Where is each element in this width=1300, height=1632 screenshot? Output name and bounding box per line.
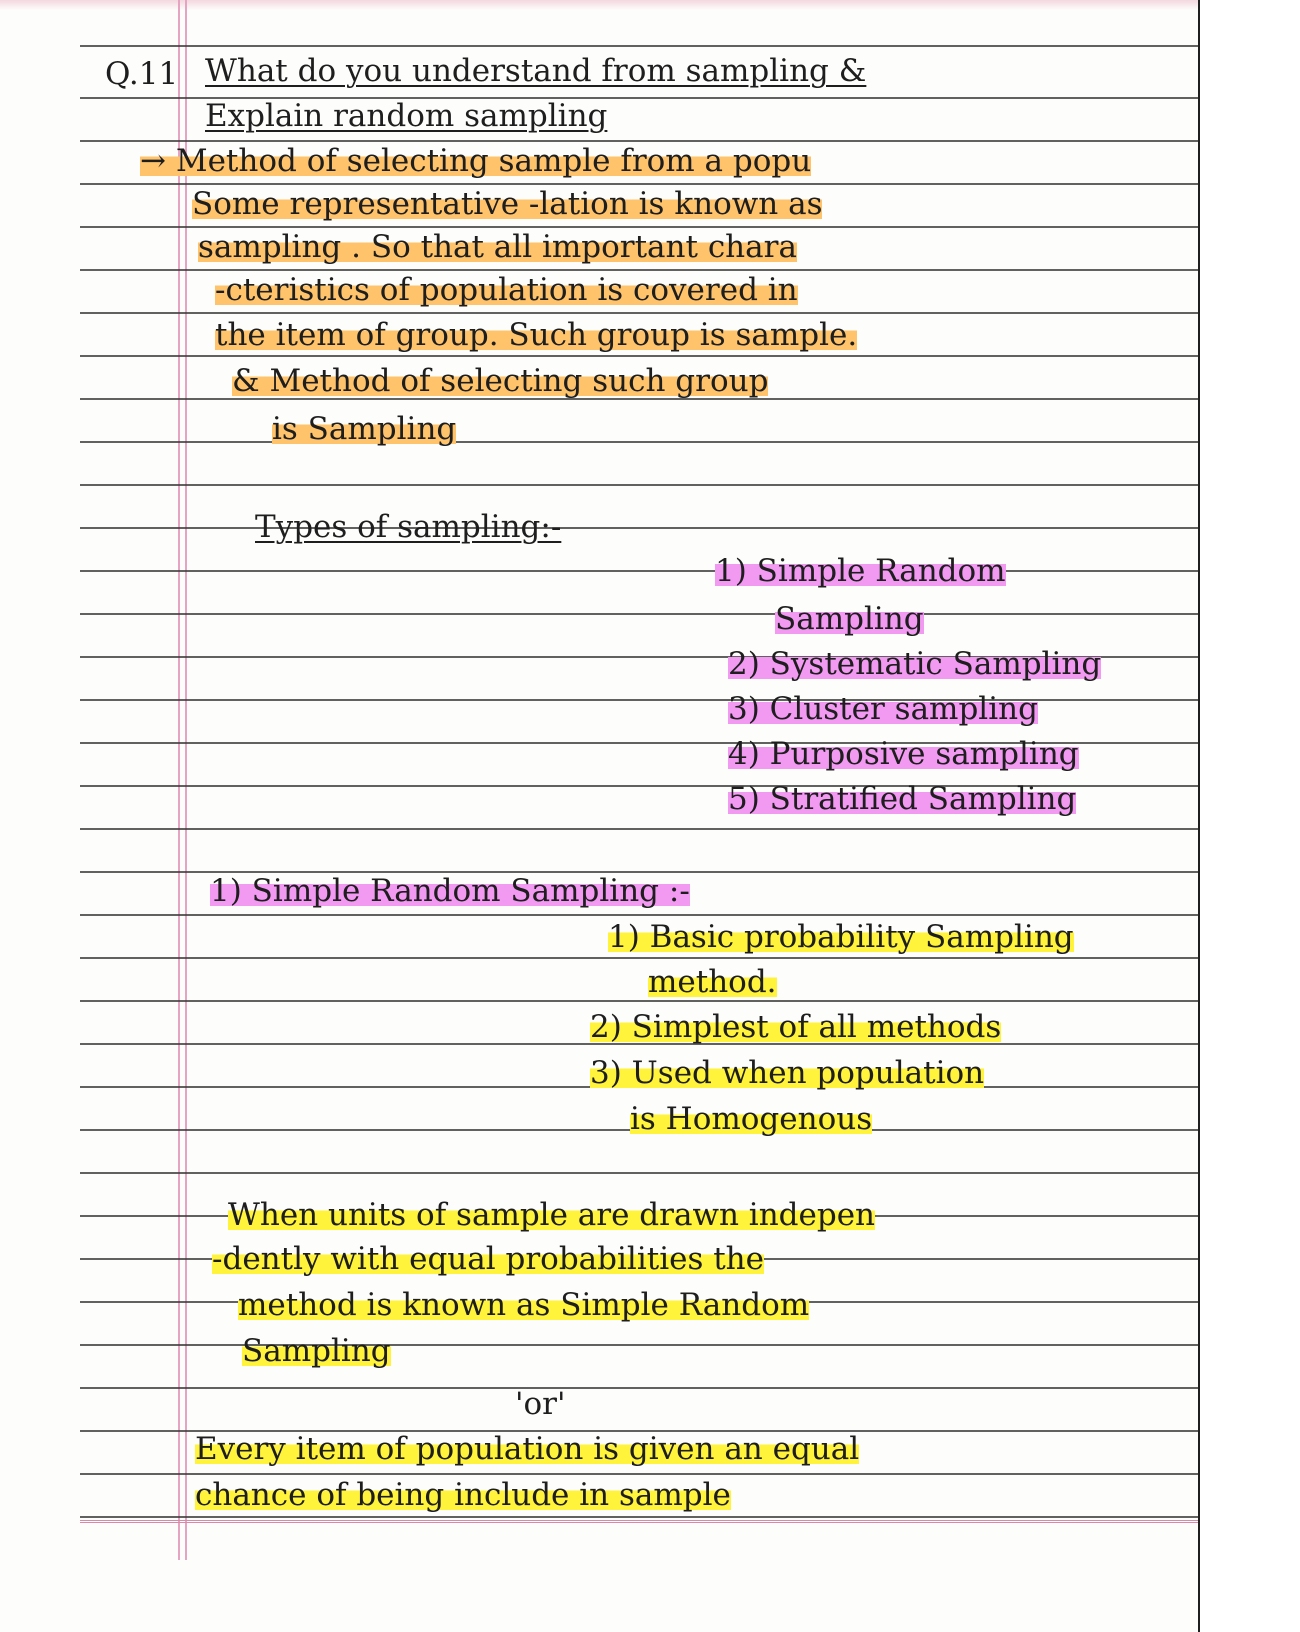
ruled-line: [80, 1387, 1215, 1389]
answer-line: [198, 228, 797, 266]
answer-text: & Method of selecting such group: [232, 363, 769, 399]
answer-text: → Method of selecting sample from a popu: [140, 143, 812, 179]
answer-text: Some representative -lation is known as: [192, 186, 823, 222]
definition-text: -dently with equal probabilities the: [212, 1241, 764, 1277]
ruled-line: [80, 613, 1215, 615]
ruled-line: [80, 484, 1215, 486]
question-number: Q.11: [105, 56, 179, 92]
srs-point: [630, 1100, 872, 1138]
page-right-edge: [1198, 0, 1300, 1632]
ruled-line: [80, 957, 1215, 959]
type-item: [728, 645, 1101, 683]
answer-line: [140, 142, 811, 180]
srs-point: [648, 963, 777, 1001]
alt-definition-line: [195, 1476, 731, 1514]
alt-definition-line: [195, 1430, 859, 1468]
type-item-text: 1) Simple Random: [715, 553, 1006, 589]
ruled-line: [80, 312, 1215, 314]
srs-heading: [210, 872, 690, 910]
definition-text: method is known as Simple Random: [238, 1287, 810, 1323]
types-heading: Types of sampling:-: [255, 509, 562, 545]
alt-definition-text: Every item of population is given an equal: [195, 1431, 860, 1467]
srs-point-text: method.: [648, 964, 777, 1000]
definition-line: [242, 1332, 391, 1370]
ruled-line: [80, 45, 1215, 47]
type-item-text: 5) Stratified Sampling: [728, 781, 1077, 817]
type-item: [728, 735, 1079, 773]
ruled-line: [80, 570, 1215, 572]
srs-point-text: is Homogenous: [630, 1101, 873, 1137]
type-item: [775, 600, 924, 638]
type-item: [728, 690, 1038, 728]
answer-line: [232, 362, 768, 400]
ruled-line: [80, 1516, 1215, 1518]
ruled-line: [80, 355, 1215, 357]
ruled-line: [80, 1473, 1215, 1475]
definition-text: Sampling: [242, 1333, 391, 1369]
margin-line-right: [185, 0, 187, 1560]
type-item-text: 3) Cluster sampling: [728, 691, 1038, 727]
answer-line: [215, 271, 798, 309]
type-item: [728, 780, 1076, 818]
srs-point-text: 1) Basic probability Sampling: [608, 919, 1074, 955]
ruled-line: [80, 1172, 1215, 1174]
or-text: 'or': [515, 1386, 566, 1422]
type-item-text: 4) Purposive sampling: [728, 736, 1079, 772]
answer-text: -cteristics of population is covered in: [215, 272, 798, 308]
definition-text: When units of sample are drawn indepen: [228, 1197, 876, 1233]
answer-line: [192, 185, 822, 223]
alt-definition-text: chance of being include in sample: [195, 1477, 731, 1513]
ruled-line: [80, 828, 1215, 830]
srs-point: [608, 918, 1074, 956]
ruled-line: [80, 914, 1215, 916]
question-line-2: Explain random sampling: [205, 98, 608, 134]
question-line-1: What do you understand from sampling &: [205, 53, 867, 89]
srs-point: [590, 1054, 984, 1092]
srs-point-text: 2) Simplest of all methods: [590, 1009, 1002, 1045]
page-top-edge: [0, 0, 1300, 10]
definition-line: [228, 1196, 875, 1234]
margin-line-left: [178, 0, 180, 1560]
answer-text: the item of group. Such group is sample.: [215, 317, 858, 353]
definition-line: [212, 1240, 764, 1278]
type-item: [715, 552, 1006, 590]
answer-text: sampling . So that all important chara: [198, 229, 797, 265]
srs-point-text: 3) Used when population: [590, 1055, 985, 1091]
type-item-text: 2) Systematic Sampling: [728, 646, 1102, 682]
ruled-line: [80, 441, 1215, 443]
srs-heading-text: 1) Simple Random Sampling :-: [210, 873, 690, 909]
answer-text: is Sampling: [272, 411, 457, 447]
ruled-line: [80, 527, 1215, 529]
type-item-text: Sampling: [775, 601, 924, 637]
answer-line: [215, 316, 857, 354]
bottom-margin-line: [80, 1520, 1215, 1523]
answer-line: [272, 410, 456, 448]
ruled-line: [80, 699, 1215, 701]
definition-line: [238, 1286, 809, 1324]
srs-point: [590, 1008, 1001, 1046]
